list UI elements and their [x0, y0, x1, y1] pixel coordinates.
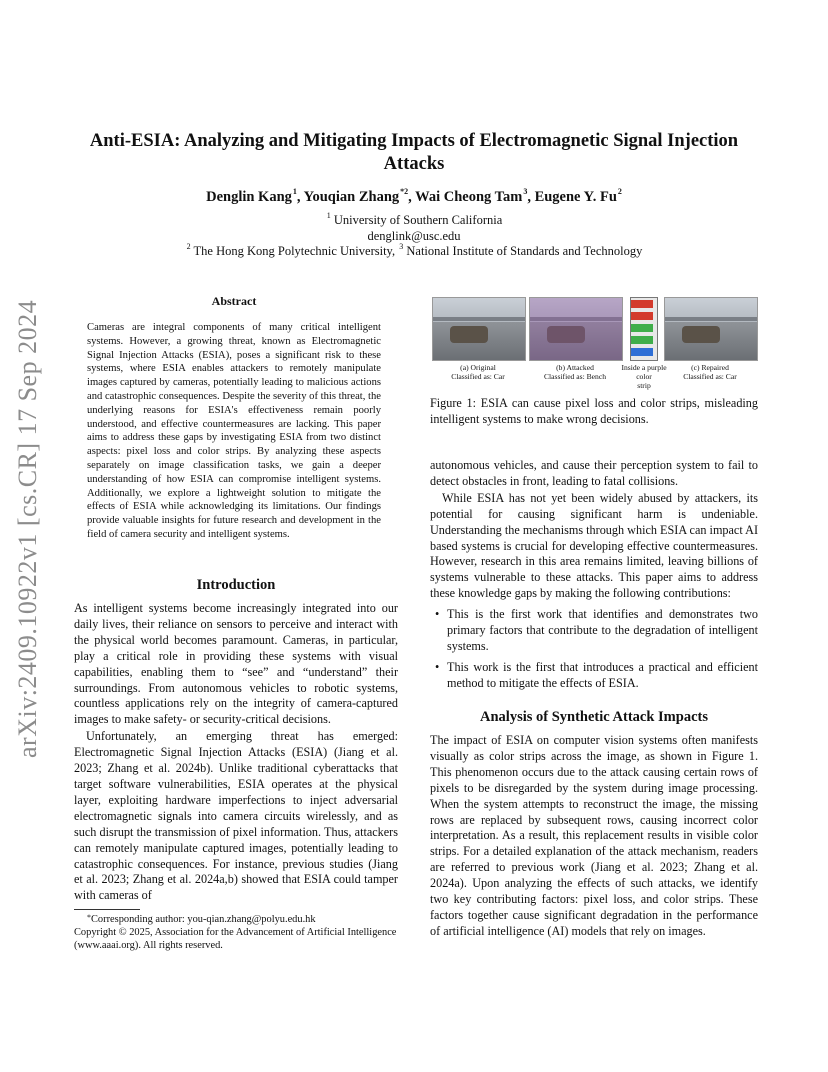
intro-paragraph-2: Unfortunately, an emerging threat has emerged: Electromagnetic Signal Injection Attacks (ESIA) (Jiang et al. 2023; Zhang et al. 2024b). Unlike traditional cyberattacks that target software vulnerabilities, ESIA operates at the physical layer, exploiting hardware imperfections to inject adversarial electromagnetic signals into camera circuits wirelessly, and as such disrupt the transmission of pixel information. Thus, attackers can remotely manipulate captured images, potentially leading to catastrophic consequences. For instance, previous studies (Jiang et al. 2023; Zhang et al. 2024a,b) showed that ESIA could tamper with cameras of [74, 729, 398, 903]
copyright-note: Copyright © 2025, Association for the Advancement of Artificial Intelligence (www.aaai.org). All rights reserved. [74, 927, 397, 952]
red-strip [631, 312, 653, 320]
author-2: Youqian Zhang [303, 189, 400, 205]
contribution-paragraph: While ESIA has not yet been widely abused by attackers, its potential for causing significant harm is undeniable. Understanding the mechanisms through which ESIA can impact AI based systems is crucial for developing effective countermeasures. However, research in this area remains limited, leaving billions of systems vulnerable to these attacks. This paper aims to address these knowledge gaps by making the following contributions: [430, 490, 758, 601]
repaired-image [664, 297, 758, 361]
figure-1-caption: Figure 1: ESIA can cause pixel loss and color strips, misleading intelligent systems to make wrong decisions. [430, 396, 758, 426]
abstract-text: Cameras are integral components of many critical intelligent systems. However, a growing threat, known as Electromagnetic Signal Injection Attacks (ESIA), poses a significant risk to these systems, where ESIA enables attackers to remotely manipulate images captured by cameras, potentially leading to malicious actions and catastrophic consequences. Despite the severity of this threat, the underlying reasons for ESIA's effectiveness remain poorly understood, and effective countermeasures are lacking. This paper aims to address these gaps by investigating ESIA from two distinct aspects: pixel loss and color strips. By analyzing these aspects separately on image classification tasks, we gain a deeper understanding of how ESIA can compromise intelligent systems. Additionally, we explore a lightweight solution to mitigate the effects of ESIA while acknowledging its limitations. Our findings provide valuable insights for future research and development in the field of camera security and intelligent systems. [87, 322, 381, 540]
footnote-rule [74, 909, 140, 910]
analysis-body [430, 733, 758, 940]
panel-caption-attacked: (b) Attacked Classified as: Bench [543, 363, 606, 381]
arxiv-id-text: arXiv:2409.10922v1 [cs.CR] 17 Sep 2024 [13, 299, 42, 758]
corresponding-author-note: *Corresponding author: you-qian.zhang@polyu.edu.hk [87, 913, 316, 925]
author-1: Denglin Kang [206, 189, 292, 205]
color-strip-inset [630, 297, 658, 361]
affiliation-1: $^1$ University of Southern California [326, 211, 503, 227]
introduction-heading: Introduction [196, 577, 276, 593]
contribution-item: • This is the first work that identifies and demonstrates two primary factors that contribute to the degradation of intelligent systems. [430, 607, 758, 655]
footnote [74, 913, 398, 953]
paper-title: Anti-ESIA: Analyzing and Mitigating Impacts of Electromagnetic Signal Injection Attacks [89, 131, 739, 174]
green-strip [631, 336, 653, 344]
panel-caption-strip: Inside a purple color strip [621, 363, 667, 390]
analysis-heading: Analysis of Synthetic Attack Impacts [480, 709, 708, 725]
red-strip [631, 300, 653, 308]
green-strip [631, 324, 653, 332]
figure-1 [430, 293, 758, 388]
continued-paragraph: autonomous vehicles, and cause their perception system to fail to detect obstacles in front, leading to fatal collisions. [430, 458, 758, 488]
affiliation-2-3: $^2$ The Hong Kong Polytechnic University, $^3$ National Institute of Standards and Technology [186, 242, 643, 258]
contribution-item: • This work is the first that introduces a practical and efficient method to mitigate the effects of ESIA. [430, 660, 758, 692]
right-column-body [430, 458, 758, 692]
contribution-list [430, 607, 758, 692]
author-4: Eugene Y. Fu [534, 189, 617, 205]
author-3: Wai Cheong Tam [415, 189, 523, 205]
abstract-heading: Abstract [211, 294, 257, 308]
author-list: Denglin Kang$^1$, Youqian Zhang$^{*2}$, Wai Cheong Tam$^3$, Eugene Y. Fu$^2$ [206, 187, 622, 205]
attacked-image [529, 297, 623, 361]
intro-paragraph-1: As intelligent systems become increasingly integrated into our daily lives, their reliance on sensors to perceive and interact with the physical world becomes paramount. Cameras, in particular, play a critical role in providing these systems with visual capabilities, enabling them to “see” and “understand” their surroundings. From autonomous vehicles to robotic systems, countless applications rely on the integrity of camera-captured images to make safety- or security-critical decisions. [74, 601, 398, 727]
author-email: denglink@usc.edu [367, 229, 461, 243]
panel-caption-original: (a) Original Classified as: Car [451, 363, 505, 381]
blue-strip [631, 348, 653, 356]
analysis-paragraph: The impact of ESIA on computer vision systems often manifests visually as color strips across the image, as shown in Figure 1. This phenomenon occurs due to the attack causing certain rows of pixels to be disregarded by the system during image processing. When the system attempts to reconstruct the image, the missing rows are replaced by subsequent rows, causing incorrect color interpretation. As a result, this replacement results in visible color strips. For a detailed explanation of the attack mechanism, readers are referred to previous work (Jiang et al. 2023; Zhang et al. 2024a). Upon analyzing the effects of such attacks, we identify two key contributing factors: pixel loss, and color strips. These factors together cause significant degradation in the performance of artificial intelligence (AI) models that rely on images. [430, 733, 758, 938]
arxiv-identifier [8, 288, 54, 758]
original-image [432, 297, 526, 361]
introduction-body [74, 601, 398, 904]
panel-caption-repaired: (c) Repaired Classified as: Car [683, 363, 737, 381]
